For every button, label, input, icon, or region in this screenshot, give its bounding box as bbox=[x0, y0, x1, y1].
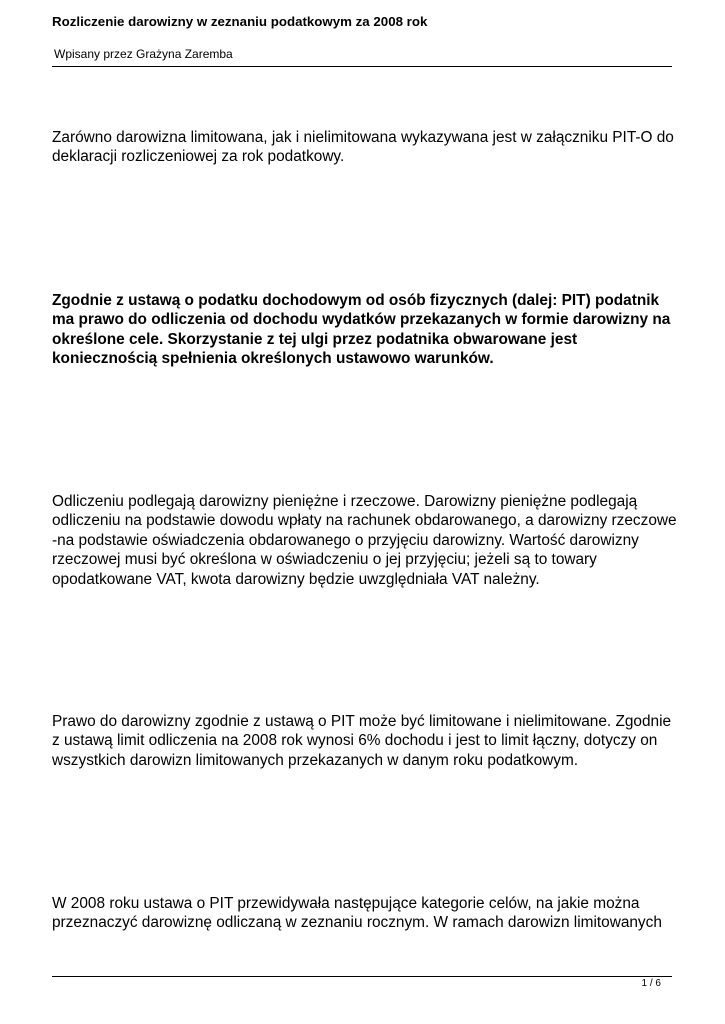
header-divider bbox=[52, 66, 672, 67]
paragraph-purpose-categories: W 2008 roku ustawa o PIT przewidywała następujące kategorie celów, na jakie można przeznaczyć darowiznę odliczaną w zeznaniu rocznym. W ramach darowizn limitowanych bbox=[52, 895, 662, 932]
document-title: Rozliczenie darowizny w zeznaniu podatkowym za 2008 rok bbox=[52, 14, 428, 29]
author-line: Wpisany przez Grażyna Zaremba bbox=[54, 47, 233, 61]
paragraph-pit-o-attachment: Zarówno darowizna limitowana, jak i nielimitowana wykazywana jest w załączniku PIT-O do deklaracji rozliczeniowej za rok podatkowy. bbox=[52, 129, 674, 166]
paragraph-deduction-right: Zgodnie z ustawą o podatku dochodowym od osób fizycznych (dalej: PIT) podatnik ma prawo do odliczenia od dochodu wydatków przekazanych w formie darowizny na określone cele. Skorzystanie z tej ulgi przez podatnika obwarowane jest koniecznością spełnienia określonych ustawowo warunków. bbox=[52, 292, 671, 368]
page-number: 1 / 6 bbox=[641, 978, 661, 989]
footer-divider bbox=[52, 976, 672, 977]
paragraph-cash-and-material-donations: Odliczeniu podlegają darowizny pieniężne i rzeczowe. Darowizny pieniężne podlegają odliczeniu na podstawie dowodu wpłaty na rachunek obdarowanego, a darowizny rzeczowe -na podstawie oświadczenia obdarowanego o przyjęciu darowizny. Wartość darowizny rzeczowej musi być określona w oświadczeniu o jej przyjęciu; jeżeli są to towary opodatkowane VAT, kwota darowizny będzie uwzględniała VAT należny. bbox=[52, 493, 677, 588]
paragraph-limited-and-unlimited: Prawo do darowizny zgodnie z ustawą o PIT może być limitowane i nielimitowane. Zgodnie z ustawą limit odliczenia na 2008 rok wynosi 6% dochodu i jest to limit łączny, dotyczy on wszystkich darowizn limitowanych przekazanych w danym roku podatkowym. bbox=[52, 713, 672, 769]
